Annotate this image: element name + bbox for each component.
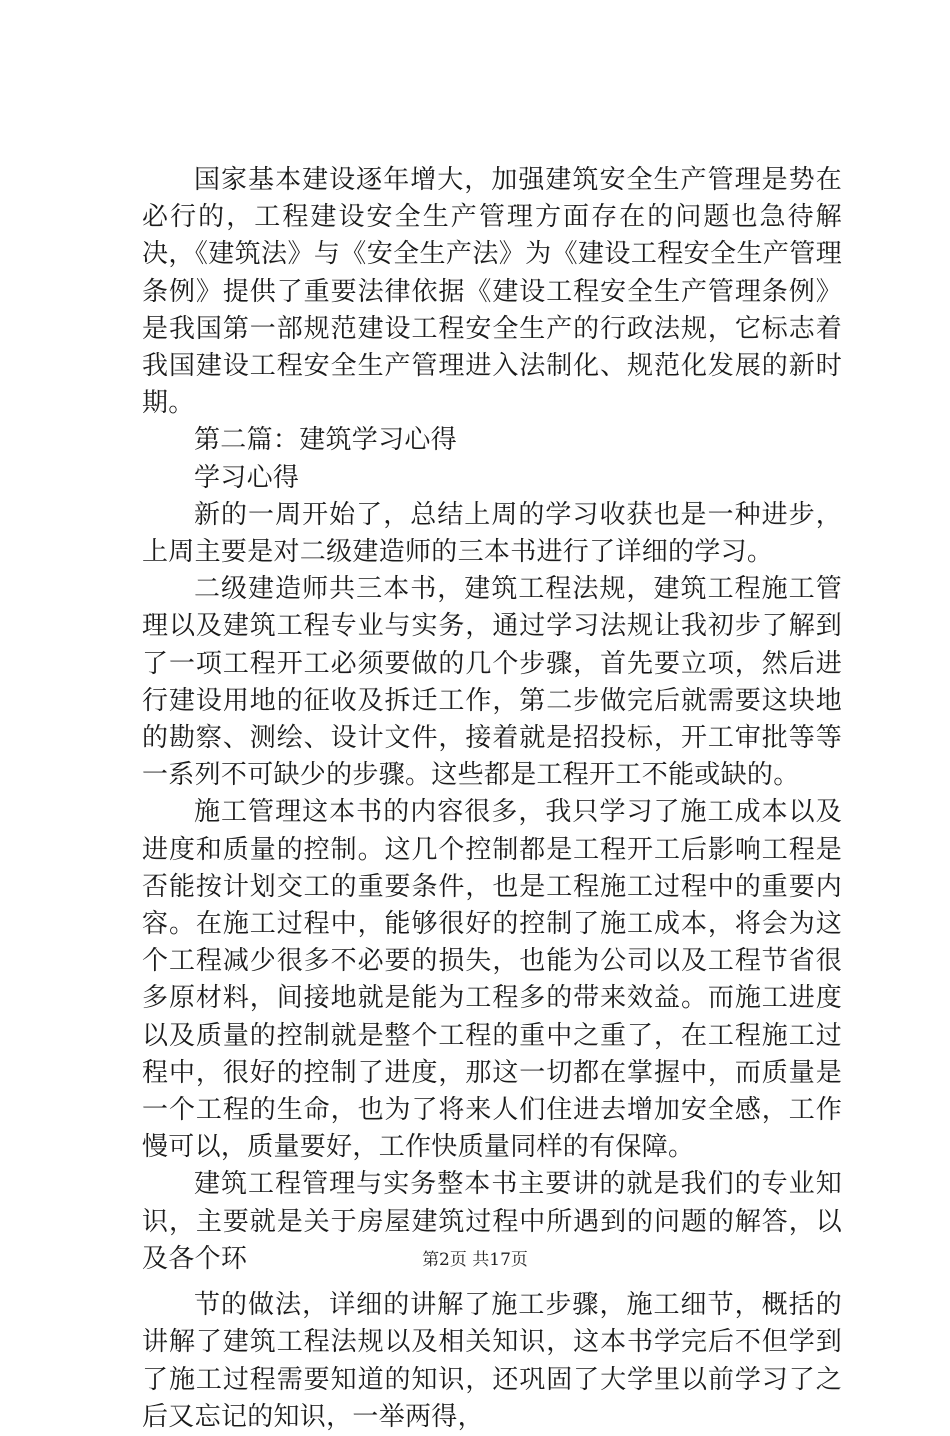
paragraph-intro: 国家基本建设逐年增大，加强建筑安全生产管理是势在必行的，工程建设安全生产管理方面存在的问题也急待解决，《建筑法》与《安全生产法》为《建设工程安全生产管理条例》提供了重要法律依据《建设工程安全生产管理条例》是我国第一部规范建设工程安全生产的行政法规，它标志着我国建设工程安全生产管理进入法制化、规范化发展的新时期。 xyxy=(142,165,842,419)
section-heading: 第二篇：建筑学习心得 xyxy=(194,425,458,456)
paragraph: 施工管理这本书的内容很多，我只学习了施工成本以及进度和质量的控制。这几个控制都是工程开工后影响工程是否能按计划交工的重要条件，也是工程施工过程中的重要内容。在施工过程中，能够很好的控制了施工成本，将会为这个工程减少很多不必要的损失，也能为公司以及工程节省很多原材料，间接地就是能为工程多的带来效益。而施工进度以及质量的控制就是整个工程的重中之重了，在工程施工过程中，很好的控制了进度，那这一切都在掌握中，而质量是一个工程的生命，也为了将来人们住进去增加安全感，工作慢可以，质量要好，工作快质量同样的有保障。 xyxy=(142,797,842,1163)
paragraph: 新的一周开始了，总结上周的学习收获也是一种进步，上周主要是对二级建造师的三本书进行了详细的学习。 xyxy=(142,499,842,568)
section-subheading: 学习心得 xyxy=(194,462,300,493)
paragraph: 二级建造师共三本书，建筑工程法规，建筑工程施工管理以及建筑工程专业与实务，通过学习法规让我初步了解到了一项工程开工必须要做的几个步骤，首先要立项，然后进行建设用地的征收及拆迁工作，第二步做完后就需要这块地的勘察、测绘、设计文件，接着就是招投标，开工审批等等一系列不可缺少的步骤。这些都是工程开工不能或缺的。 xyxy=(142,574,842,791)
paragraph: 节的做法，详细的讲解了施工步骤，施工细节，概括的讲解了建筑工程法规以及相关知识，这本书学完后不但学到了施工过程需要知道的知识，还巩固了大学里以前学习了之后又忘记的知识，一举两得， xyxy=(142,1290,842,1432)
page-number-footer: 第2页 共17页 xyxy=(422,1250,528,1270)
paragraph: 建筑工程管理与实务整本书主要讲的就是我们的专业知识，主要就是关于房屋建筑过程中所遇到的问题的解答，以及各个环 xyxy=(142,1169,842,1274)
